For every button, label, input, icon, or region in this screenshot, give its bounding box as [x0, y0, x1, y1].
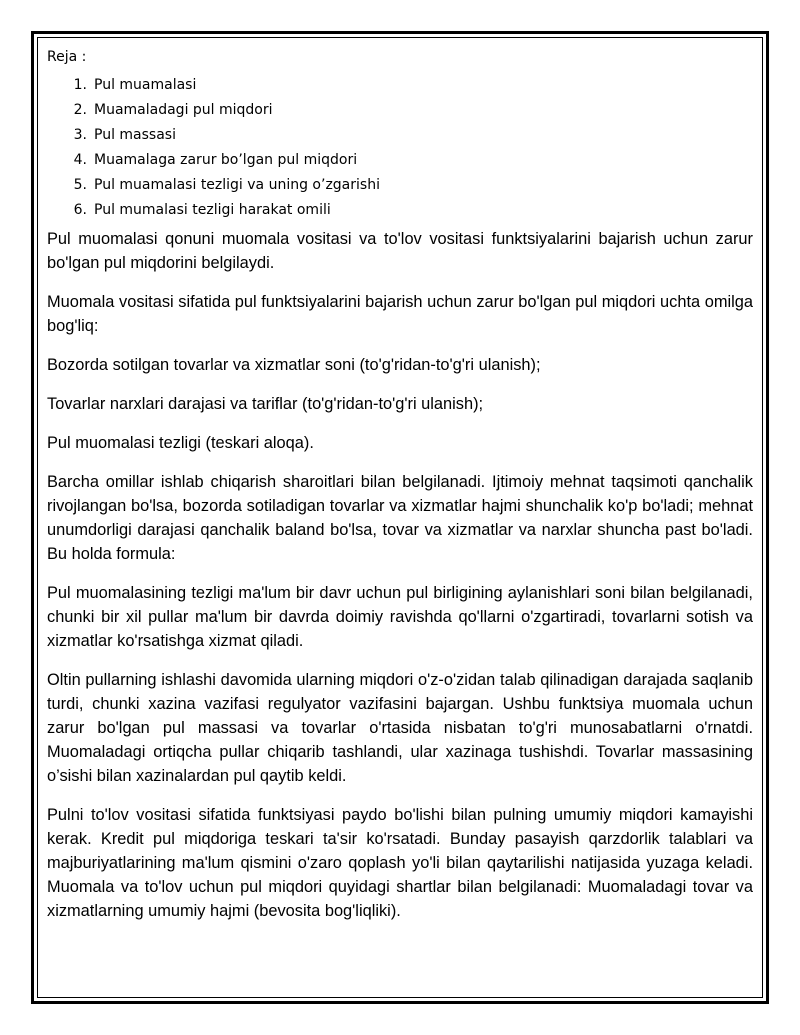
- plan-item-text: Pul muamalasi tezligi va uning o’zgarishi: [94, 177, 380, 193]
- paragraph: Bozorda sotilgan tovarlar va xizmatlar soni (to'g'ridan-to'g'ri ulanish);: [47, 356, 541, 374]
- plan-item-text: Pul mumalasi tezligi harakat omili: [94, 202, 331, 218]
- plan-list: [47, 73, 753, 223]
- paragraph: Pul muomalasi tezligi (teskari aloqa).: [47, 434, 314, 452]
- plan-item-number: 6.: [73, 202, 87, 218]
- plan-item: [47, 198, 753, 223]
- paragraph: Tovarlar narxlari darajasi va tariflar (to'g'ridan-to'g'ri ulanish);: [47, 395, 484, 413]
- plan-item: [47, 148, 753, 173]
- plan-item-text: Muamalaga zarur bo’lgan pul miqdori: [94, 152, 358, 168]
- plan-item-text: Muamaladagi pul miqdori: [94, 102, 273, 118]
- plan-item-text: Pul muamalasi: [94, 77, 197, 93]
- plan-item-number: 3.: [73, 127, 87, 143]
- plan-item: [47, 173, 753, 198]
- paragraph: Pulni to'lov vositasi sifatida funktsiyasi paydo bo'lishi bilan pulning umumiy miqdori kamayishi kerak. Kredit pul miqdoriga teskari ta'sir ko'rsatadi. Bunday pasayish qarzdorlik talablari va majburiyatlarining ma'lum qismini o'zaro qoplash yo'li bilan qaytarilishi natijasida yuzaga keladi. Muomala va to'lov uchun pul miqdori quyidagi shartlar bilan belgilanadi: Muomaladagi tovar va xizmatlarning umumiy hajmi (bevosita bog'liqliki).: [47, 806, 753, 920]
- document-body: [47, 47, 753, 938]
- paragraph: Pul muomalasining tezligi ma'lum bir davr uchun pul birligining aylanishlari soni bilan belgilanadi, chunki bir xil pullar ma'lum bir davrda doimiy ravishda qo'llarni o'zgartiradi, tovarlarni sotish va xizmatlar ko'rsatishga xizmat qiladi.: [47, 584, 753, 650]
- plan-item: [47, 73, 753, 98]
- paragraph: Oltin pullarning ishlashi davomida ularning miqdori o'z-o'zidan talab qilinadigan darajada saqlanib turdi, chunki xazina vazifasi regulyator vazifasini bajargan. Ushbu funktsiya muomala uchun zarur bo'lgan pul massasi va tovarlar o'rtasida nisbatan to'g'ri munosabatlarni o'rnatdi. Muomaladagi ortiqcha pullar chiqarib tashlandi, ular xazinaga tushishdi. Tovarlar massasining o’sishi bilan xazinalardan pul qaytib keldi.: [47, 671, 753, 785]
- plan-item-number: 2.: [73, 102, 87, 118]
- plan-item-text: Pul massasi: [94, 127, 176, 143]
- paragraph: Muomala vositasi sifatida pul funktsiyalarini bajarish uchun zarur bo'lgan pul miqdori uchta omilga bog'liq:: [47, 293, 753, 335]
- plan-item-number: 4.: [73, 152, 87, 168]
- plan-item: [47, 98, 753, 123]
- plan-item-number: 5.: [73, 177, 87, 193]
- plan-title: Reja :: [47, 49, 87, 65]
- paragraph: Barcha omillar ishlab chiqarish sharoitlari bilan belgilanadi. Ijtimoiy mehnat taqsimoti qanchalik rivojlangan bo'lsa, bozorda sotiladigan tovarlar va xizmatlar hajmi shunchalik ko'p bo'ladi; mehnat unumdorligi darajasi qanchalik baland bo'lsa, tovar va xizmatlar va narxlar shuncha past bo'ladi. Bu holda formula:: [47, 473, 753, 563]
- plan-item: [47, 123, 753, 148]
- plan-item-number: 1.: [73, 77, 87, 93]
- paragraph: Pul muomalasi qonuni muomala vositasi va to'lov vositasi funktsiyalarini bajarish uchun zarur bo'lgan pul miqdorini belgilaydi.: [47, 230, 753, 272]
